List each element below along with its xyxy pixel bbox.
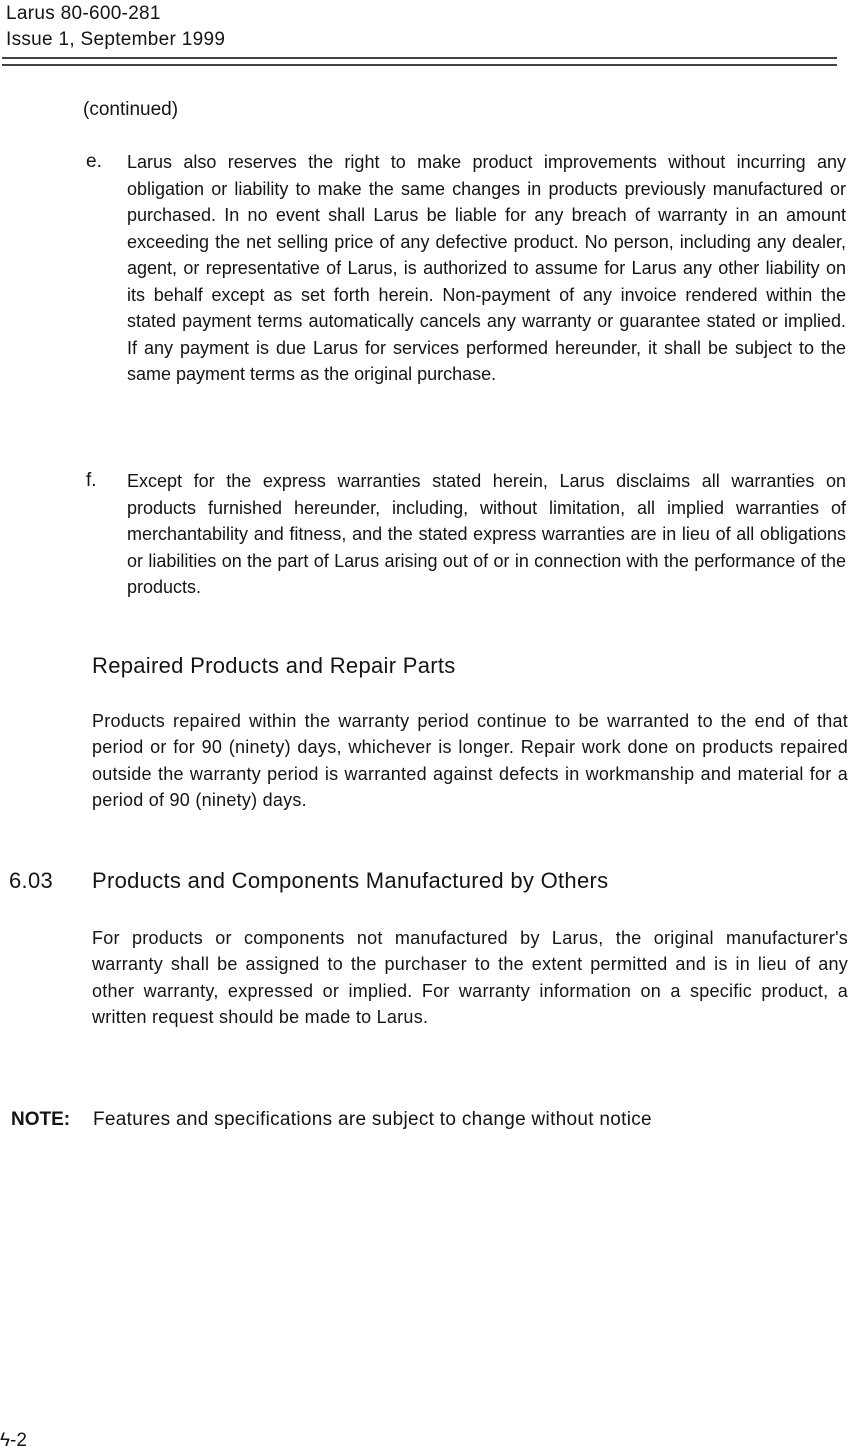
document-number: Larus 80-600-281 (6, 3, 161, 24)
section-number: 6.03 (9, 868, 54, 893)
section-heading: Products and Components Manufactured by Others (92, 868, 609, 893)
list-item-f (86, 468, 846, 601)
header-rule-bottom (2, 64, 837, 66)
list-item-label: e. (86, 151, 102, 172)
section-paragraph: For products or components not manufactured by Larus, the original manufacturer's warranty shall be assigned to the purchaser to the extent permitted and is in lieu of any other warranty, expressed or implied. For warranty information on a specific product, a written request should be made to Larus. (92, 928, 848, 1027)
list-item-e (86, 149, 846, 388)
list-item-text: Except for the express warranties stated herein, Larus disclaims all warranties on products furnished hereunder, including, without limitation, all implied warranties of merchantability and fitness, and the stated express warranties are in lieu of all obligations or liabilities on the part of Larus arising out of or in connection with the performance of the products. (127, 471, 846, 597)
issue-date: Issue 1, September 1999 (6, 29, 226, 50)
repaired-products-paragraph: Products repaired within the warranty period continue to be warranted to the end of that period or for 90 (ninety) days, whichever is longer. Repair work done on products repaired outside the warranty period is warranted against defects in workmanship and material for a period of 90 (ninety) days. (92, 711, 848, 810)
list-item-label: f. (86, 470, 97, 491)
continued-label: (continued) (83, 99, 179, 120)
list-item-text: Larus also reserves the right to make product improvements without incurring any obligation or liability to make the same changes in products previously manufactured or purchased. In no event shall Larus be liable for any breach of warranty in an amount exceeding the net selling price of any defective product. No person, including any dealer, agent, or representative of Larus, is authorized to assume for Larus any other liability on its behalf except as set forth herein. Non-payment of any invoice rendered within the stated payment terms automatically cancels any warranty or guarantee stated or implied. If any payment is due Larus for services performed hereunder, it shall be subject to the same payment terms as the original purchase. (127, 152, 846, 384)
repaired-products-heading: Repaired Products and Repair Parts (92, 653, 456, 678)
page-number: ϟ-2 (0, 1430, 27, 1451)
note-text: Features and specifications are subject to change without notice (93, 1109, 652, 1130)
header-rule-top (2, 57, 837, 59)
note-label: NOTE: (11, 1109, 71, 1130)
